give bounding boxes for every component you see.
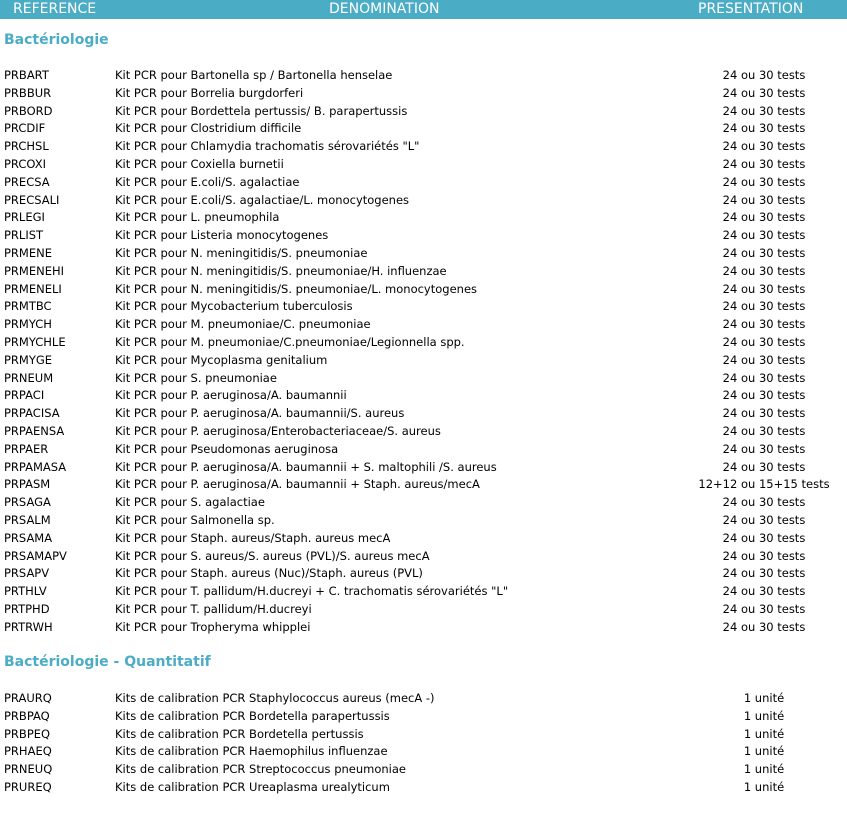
table-row — [0, 476, 847, 494]
table-row — [0, 192, 847, 210]
presentation-cell: 24 ou 30 tests — [722, 139, 806, 154]
reference-cell: PRMENELI — [4, 281, 62, 296]
table-row — [0, 245, 847, 263]
table-row — [0, 423, 847, 441]
presentation-cell: 1 unité — [743, 779, 785, 794]
table-row — [0, 779, 847, 797]
denomination-cell: Kit PCR pour N. meningitidis/S. pneumoniae/L. monocytogenes — [115, 281, 478, 296]
presentation-cell: 24 ou 30 tests — [722, 566, 806, 581]
header-denomination: DENOMINATION — [329, 1, 440, 17]
denomination-cell: Kit PCR pour M. pneumoniae/C.pneumoniae/Legionnella spp. — [115, 334, 465, 349]
reference-cell: PRBPEQ — [4, 726, 51, 741]
reference-cell: PRCOXI — [4, 156, 46, 171]
section-title-bacteriologie-quantitatif: Bactériologie - Quantitatif — [4, 654, 211, 670]
presentation-cell: 24 ou 30 tests — [722, 584, 806, 599]
presentation-cell: 24 ou 30 tests — [722, 192, 806, 207]
reference-cell: PRLIST — [4, 228, 44, 243]
table-row — [0, 726, 847, 744]
reference-cell: PRMTBC — [4, 299, 52, 314]
presentation-cell: 24 ou 30 tests — [722, 352, 806, 367]
presentation-cell: 24 ou 30 tests — [722, 299, 806, 314]
reference-cell: PRUREQ — [4, 779, 52, 794]
table-row — [0, 690, 847, 708]
denomination-cell: Kit PCR pour Mycobacterium tuberculosis — [115, 299, 353, 314]
denomination-cell: Kits de calibration PCR Bordetella pertussis — [115, 726, 364, 741]
denomination-cell: Kit PCR pour S. pneumoniae — [115, 370, 277, 385]
denomination-cell: Kit PCR pour Staph. aureus/Staph. aureus mecA — [115, 530, 391, 545]
table-row — [0, 263, 847, 281]
presentation-cell: 24 ou 30 tests — [722, 370, 806, 385]
reference-cell: PRSAMAPV — [4, 548, 67, 563]
reference-cell: PRMENEHI — [4, 263, 65, 278]
presentation-cell: 24 ou 30 tests — [722, 210, 806, 225]
table-row — [0, 743, 847, 761]
denomination-cell: Kit PCR pour Bartonella sp / Bartonella henselae — [115, 68, 393, 82]
presentation-cell: 24 ou 30 tests — [722, 459, 806, 474]
reference-cell: PRBPAQ — [4, 708, 50, 723]
reference-cell: PRNEUM — [4, 370, 54, 385]
denomination-cell: Kit PCR pour P. aeruginosa/A. baumannii + S. maltophili /S. aureus — [115, 459, 497, 474]
denomination-cell: Kit PCR pour Staph. aureus (Nuc)/Staph. aureus (PVL) — [115, 566, 423, 581]
reference-cell: PRNEUQ — [4, 762, 53, 777]
table-row — [0, 708, 847, 726]
presentation-cell: 24 ou 30 tests — [722, 85, 806, 100]
table-row — [0, 316, 847, 334]
reference-cell: PRTRWH — [4, 619, 53, 634]
reference-cell: PRECSALI — [4, 192, 60, 207]
reference-cell: PRAURQ — [4, 691, 52, 705]
denomination-cell: Kit PCR pour Salmonella sp. — [115, 512, 275, 527]
reference-cell: PRCDIF — [4, 121, 46, 136]
presentation-cell: 24 ou 30 tests — [722, 174, 806, 189]
denomination-cell: Kit PCR pour Mycoplasma genitalium — [115, 352, 328, 367]
presentation-cell: 24 ou 30 tests — [722, 103, 806, 118]
presentation-cell: 1 unité — [743, 726, 785, 741]
denomination-cell: Kit PCR pour Pseudomonas aeruginosa — [115, 441, 339, 456]
denomination-cell: Kit PCR pour P. aeruginosa/A. baumannii/S. aureus — [115, 406, 405, 421]
presentation-cell: 24 ou 30 tests — [722, 548, 806, 563]
reference-cell: PRCHSL — [4, 139, 49, 154]
table-row — [0, 298, 847, 316]
reference-cell: PRHAEQ — [4, 744, 52, 759]
denomination-cell: Kit PCR pour P. aeruginosa/A. baumannii — [115, 388, 347, 403]
table-row — [0, 352, 847, 370]
table-row — [0, 120, 847, 138]
denomination-cell: Kit PCR pour Listeria monocytogenes — [115, 228, 329, 243]
table-row — [0, 583, 847, 601]
reference-cell: PRMYGE — [4, 352, 53, 367]
table-row — [0, 67, 847, 85]
presentation-cell: 24 ou 30 tests — [722, 228, 806, 243]
denomination-cell: Kit PCR pour N. meningitidis/S. pneumoniae/H. influenzae — [115, 263, 447, 278]
presentation-cell: 24 ou 30 tests — [722, 245, 806, 260]
table-row — [0, 512, 847, 530]
header-presentation: PRESENTATION — [698, 1, 804, 17]
reference-cell: PRMYCHLE — [4, 334, 66, 349]
denomination-cell: Kits de calibration PCR Haemophilus influenzae — [115, 744, 388, 759]
presentation-cell: 24 ou 30 tests — [722, 281, 806, 296]
presentation-cell: 24 ou 30 tests — [722, 388, 806, 403]
presentation-cell: 1 unité — [743, 708, 785, 723]
reference-cell: PRPAENSA — [4, 423, 65, 438]
denomination-cell: Kit PCR pour Bordettela pertussis/ B. parapertussis — [115, 103, 408, 118]
table-row — [0, 103, 847, 121]
denomination-cell: Kit PCR pour E.coli/S. agalactiae/L. monocytogenes — [115, 192, 410, 207]
presentation-cell: 1 unité — [743, 691, 785, 705]
table-row — [0, 459, 847, 477]
reference-cell: PRPASM — [4, 477, 51, 492]
reference-cell: PRPAMASA — [4, 459, 67, 474]
denomination-cell: Kit PCR pour Coxiella burnetii — [115, 156, 284, 171]
product-list-bacteriologie — [0, 67, 847, 637]
reference-cell: PRECSA — [4, 174, 50, 189]
table-row — [0, 138, 847, 156]
denomination-cell: Kit PCR pour S. aureus/S. aureus (PVL)/S. aureus mecA — [115, 548, 430, 563]
reference-cell: PRSAPV — [4, 566, 50, 581]
presentation-cell: 24 ou 30 tests — [722, 441, 806, 456]
presentation-cell: 24 ou 30 tests — [722, 334, 806, 349]
presentation-cell: 24 ou 30 tests — [722, 495, 806, 510]
reference-cell: PRBBUR — [4, 85, 52, 100]
table-row — [0, 494, 847, 512]
reference-cell: PRMYCH — [4, 317, 52, 332]
table-row — [0, 619, 847, 637]
table-row — [0, 334, 847, 352]
table-row — [0, 548, 847, 566]
table-row — [0, 405, 847, 423]
reference-cell: PRPAER — [4, 441, 49, 456]
reference-cell: PRTPHD — [4, 601, 50, 616]
table-row — [0, 761, 847, 779]
presentation-cell: 24 ou 30 tests — [722, 406, 806, 421]
presentation-cell: 12+12 ou 15+15 tests — [698, 477, 830, 492]
denomination-cell: Kits de calibration PCR Ureaplasma urealyticum — [115, 779, 390, 794]
table-row — [0, 174, 847, 192]
table-header — [0, 0, 847, 19]
denomination-cell: Kits de calibration PCR Bordetella parapertussis — [115, 708, 390, 723]
presentation-cell: 24 ou 30 tests — [722, 619, 806, 634]
denomination-cell: Kits de calibration PCR Staphylococcus aureus (mecA -) — [115, 691, 435, 705]
presentation-cell: 24 ou 30 tests — [722, 68, 806, 82]
presentation-cell: 24 ou 30 tests — [722, 512, 806, 527]
presentation-cell: 24 ou 30 tests — [722, 121, 806, 136]
table-row — [0, 370, 847, 388]
presentation-cell: 1 unité — [743, 744, 785, 759]
denomination-cell: Kit PCR pour L. pneumophila — [115, 210, 280, 225]
reference-cell: PRMENE — [4, 245, 52, 260]
denomination-cell: Kit PCR pour T. pallidum/H.ducreyi + C. trachomatis sérovariétés "L" — [115, 584, 509, 599]
reference-cell: PRSAMA — [4, 530, 53, 545]
table-row — [0, 281, 847, 299]
presentation-cell: 24 ou 30 tests — [722, 156, 806, 171]
table-row — [0, 85, 847, 103]
presentation-cell: 24 ou 30 tests — [722, 530, 806, 545]
denomination-cell: Kit PCR pour Clostridium difficile — [115, 121, 302, 136]
table-row — [0, 441, 847, 459]
table-row — [0, 156, 847, 174]
reference-cell: PRPACI — [4, 388, 45, 403]
table-row — [0, 227, 847, 245]
table-row — [0, 387, 847, 405]
presentation-cell: 24 ou 30 tests — [722, 317, 806, 332]
header-reference: REFERENCE — [13, 1, 97, 17]
denomination-cell: Kit PCR pour Borrelia burgdorferi — [115, 85, 304, 100]
denomination-cell: Kit PCR pour Chlamydia trachomatis sérovariétés "L" — [115, 139, 420, 154]
table-row — [0, 601, 847, 619]
table-row — [0, 565, 847, 583]
reference-cell: PRPACISA — [4, 406, 60, 421]
reference-cell: PRTHLV — [4, 584, 47, 599]
reference-cell: PRBART — [4, 68, 49, 82]
presentation-cell: 24 ou 30 tests — [722, 601, 806, 616]
denomination-cell: Kit PCR pour Tropheryma whipplei — [115, 619, 311, 634]
denomination-cell: Kit PCR pour S. agalactiae — [115, 495, 265, 510]
presentation-cell: 24 ou 30 tests — [722, 423, 806, 438]
reference-cell: PRSALM — [4, 512, 51, 527]
denomination-cell: Kit PCR pour E.coli/S. agalactiae — [115, 174, 300, 189]
denomination-cell: Kits de calibration PCR Streptococcus pneumoniae — [115, 762, 406, 777]
reference-cell: PRSAGA — [4, 495, 51, 510]
denomination-cell: Kit PCR pour T. pallidum/H.ducreyi — [115, 601, 312, 616]
denomination-cell: Kit PCR pour M. pneumoniae/C. pneumoniae — [115, 317, 371, 332]
section-title-bacteriologie: Bactériologie — [4, 32, 109, 48]
table-row — [0, 530, 847, 548]
denomination-cell: Kit PCR pour N. meningitidis/S. pneumoniae — [115, 245, 368, 260]
presentation-cell: 24 ou 30 tests — [722, 263, 806, 278]
reference-cell: PRBORD — [4, 103, 53, 118]
presentation-cell: 1 unité — [743, 762, 785, 777]
product-list-bacteriologie-quantitatif — [0, 690, 847, 797]
table-row — [0, 209, 847, 227]
denomination-cell: Kit PCR pour P. aeruginosa/Enterobacteriaceae/S. aureus — [115, 423, 441, 438]
denomination-cell: Kit PCR pour P. aeruginosa/A. baumannii + Staph. aureus/mecA — [115, 477, 480, 492]
reference-cell: PRLEGI — [4, 210, 45, 225]
